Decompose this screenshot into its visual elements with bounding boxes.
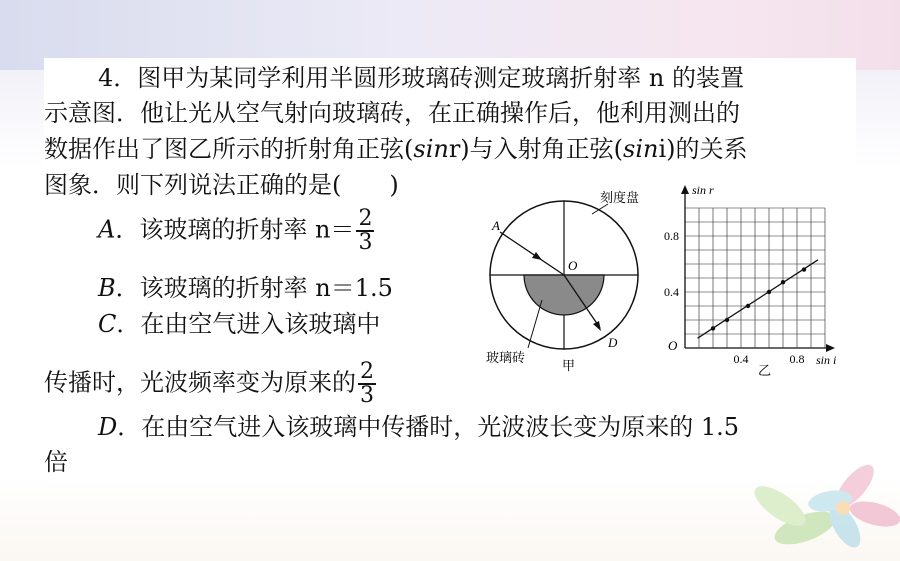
question-line-4: 图象．则下列说法正确的是( ) [44,171,399,199]
y-tick-0.4: 0.4 [664,285,679,299]
data-point [767,290,771,294]
point-o-label: O [568,258,578,273]
chart-grid [685,208,825,348]
option-d[interactable]: D．在由空气进入该玻璃中传播时，光波波长变为原来的 1.5 [98,413,740,441]
question-line-3: 数据作出了图乙所示的折射角正弦(sinr)与入射角正弦(sini)的关系 [44,135,748,163]
figure-apparatus [480,188,655,373]
x-tick-0.8: 0.8 [789,352,805,366]
data-point [781,280,785,284]
point-a-label: A [492,218,500,233]
option-c-continued: 传播时，光波频率变为原来的 $\frac{2}{3}$ [44,359,374,408]
y-tick-0.8: 0.8 [664,229,679,243]
option-a[interactable]: A．该玻璃的折射率 n＝ $\frac{2}{3}$ [98,206,373,255]
fraction-2-3: $\frac{2}{3}$ [358,206,373,255]
x-axis-arrow [826,344,835,352]
origin-label: O [668,338,678,353]
point-d-label: D [608,335,618,350]
figure-a-caption: 甲 [562,359,576,373]
sin-chart [650,180,850,380]
option-c[interactable]: C．在由空气进入该玻璃中 [98,310,381,338]
fit-line [698,260,818,338]
question-line-2: 示意图．他让光从空气射向玻璃砖，在正确操作后，他利用测出的 [44,99,740,127]
dial-label: 刻度盘 [600,191,640,206]
fraction-2-3: $\frac{2}{3}$ [360,359,374,408]
x-tick-0.4: 0.4 [733,352,749,366]
data-point [711,326,715,330]
x-axis-label: sin i [816,353,837,367]
figure-b-caption: 乙 [758,364,772,379]
data-point [725,318,729,322]
y-axis-label: sin r [692,183,714,197]
data-point [802,267,806,271]
glass-label: 玻璃砖 [486,351,526,366]
y-axis-arrow [681,185,689,194]
question-line-1: 4．图甲为某同学利用半圆形玻璃砖测定玻璃折射率 n 的装置 [98,64,744,92]
data-point [746,304,750,308]
option-d-continued: 倍 [44,448,68,476]
flower-decoration [725,446,900,561]
option-b[interactable]: B．该玻璃的折射率 n＝1.5 [98,274,393,302]
